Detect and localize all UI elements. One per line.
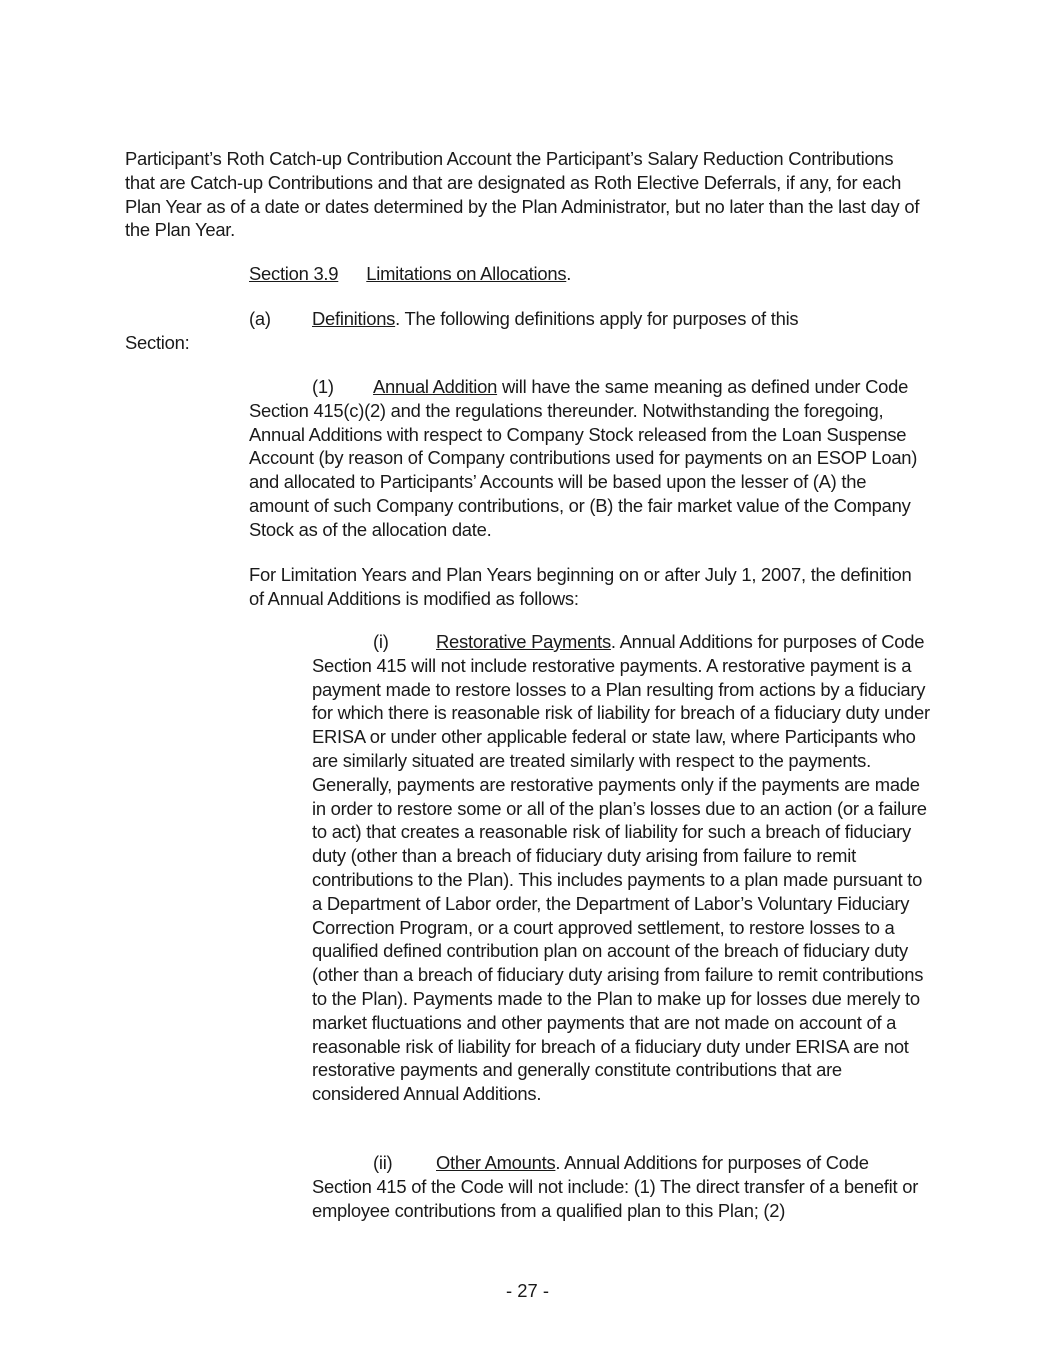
item-1-label: (1) [312,376,334,397]
item-ii-paragraph [312,1151,930,1222]
item-1-title: Annual Addition [373,376,498,397]
subsection-a-title: Definitions [312,308,396,329]
subsection-a-continuation: Section: [125,332,190,353]
page-number: - 27 - [506,1280,549,1301]
item-i-label: (i) [373,631,389,652]
item-1-paragraph [249,375,929,542]
item-ii-text: . Annual Additions for purposes of Code Section 415 of the Code will not include: (1) The direct transfer of a benefit or employee contributions from a qualified plan to this Plan; (2) [312,1152,919,1221]
subsection-a [249,307,949,331]
item-1-text: will have the same meaning as defined under Code Section 415(c)(2) and the regulations thereunder. Notwithstanding the foregoing, Annual Additions with respect to Company Stock released from the Loan Suspense Account (by reason of Company contributions used for payments on an ESOP Loan) and allocated to Participants’ Accounts will be based upon the lesser of (A) the amount of such Company contributions, or (B) the fair market value of the Company Stock as of the allocation date. [249,376,918,540]
subsection-a-label: (a) [249,308,271,329]
subsection-a-text: . The following definitions apply for purposes of this [395,308,799,329]
item-ii-label: (ii) [373,1152,393,1173]
intro-paragraph: Participant’s Roth Catch-up Contribution Account the Participant’s Salary Reduction Contributions that are Catch-up Contributions and that are designated as Roth Elective Deferrals, if any, for each Plan Year as of a date or dates determined by the Plan Administrator, but no later than the last day of the Plan Year. [125,148,920,241]
item-i-title: Restorative Payments [436,631,611,652]
section-title: Limitations on Allocations [366,263,567,284]
limitation-years-paragraph: For Limitation Years and Plan Years beginning on or after July 1, 2007, the definition of Annual Additions is modified as follows: [249,564,912,609]
item-ii-title: Other Amounts [436,1152,556,1173]
section-heading [249,262,949,286]
section-title-punct: . [566,263,572,284]
item-i-text: . Annual Additions for purposes of Code Section 415 will not include restorative payments. A restorative payment is a payment made to restore losses to a Plan resulting from actions by a fiduciary for which there is reasonable risk of liability for breach of a fiduciary duty under ERISA or under other applicable federal or state law, where Participants who are similarly situated are treated similarly with respect to the payments. Generally, payments are restorative payments only if the payments are made in order to restore some or all of the plan’s losses due to an action (or a failure to act) that creates a reasonable risk of liability for such a breach of fiduciary duty (other than a breach of fiduciary duty arising from failure to remit contributions to the Plan). This includes payments to a plan made pursuant to a Department of Labor order, the Department of Labor’s Voluntary Fiduciary Correction Program, or a court approved settlement, to restore losses to a qualified defined contribution plan on account of the breach of fiduciary duty (other than a breach of fiduciary duty arising from failure to remit contributions to the Plan). Payments made to the Plan to make up for losses due merely to market fluctuations and other payments that are not made on account of a reasonable risk of liability for breach of a fiduciary duty under ERISA are not restorative payments and generally constitute contributions that are considered Annual Additions. [312,631,930,1105]
section-number: Section 3.9 [249,263,339,284]
item-i-paragraph [312,630,930,1106]
